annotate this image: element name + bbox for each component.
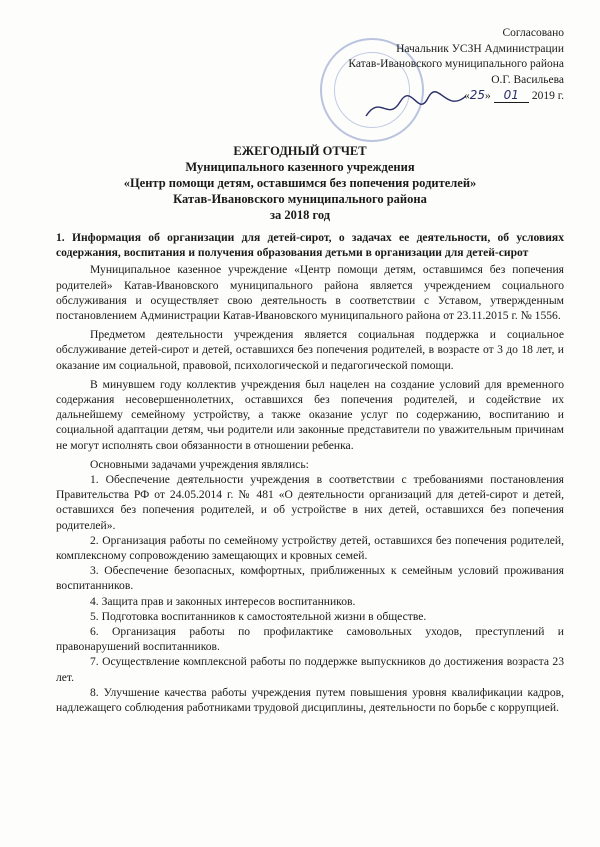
date-day: 25 bbox=[469, 88, 486, 102]
date-year: 2019 г. bbox=[531, 90, 564, 102]
task-item: 6. Организация работы по профилактике самовольных уходов, преступлений и правонарушений воспитанников. bbox=[56, 625, 564, 654]
approval-label: Согласовано bbox=[502, 27, 564, 39]
approval-block bbox=[314, 26, 564, 105]
task-item: 1. Обеспечение деятельности учреждения в соответствии с требованиями постановления Правительства РФ от 24.05.2014 г. № 481 «О деятельности организаций для детей-сирот и детей, оставшихся без попечения родителей, и об устройстве в них детей, оставшихся без попечения родителей». bbox=[56, 473, 564, 532]
approval-date: «25» 01 2019 г. bbox=[464, 88, 564, 102]
approval-district: Катав-Ивановского муниципального района bbox=[348, 58, 564, 70]
title-line-2: Муниципального казенного учреждения bbox=[185, 160, 415, 174]
title-line-4: Катав-Ивановского муниципального района bbox=[173, 192, 427, 206]
paragraph: В минувшем году коллектив учреждения был нацелен на создание условий для временного содержания несовершеннолетних, оставшихся без попечения родителей, и содействие их дальнейшему семейному устройству, а также оказание услуг по содержанию, воспитанию и социальной адаптации детям, чьи родители или законные представители по уважительным причинам не могут исполнять свои обязанности в отношении ребенка. bbox=[56, 377, 564, 452]
task-item: 5. Подготовка воспитанников к самостоятельной жизни в обществе. bbox=[90, 609, 427, 623]
paragraph: Основными задачами учреждения являлись: bbox=[90, 457, 309, 471]
section-heading: 1. Информация об организации для детей-сирот, о задачах ее деятельности, об условиях содержания, воспитания и получения образования детьми в организации для детей-сирот bbox=[56, 231, 564, 260]
task-item: 4. Защита прав и законных интересов воспитанников. bbox=[90, 594, 356, 608]
task-item: 7. Осуществление комплексной работы по поддержке выпускников до достижения возраста 23 лет. bbox=[56, 655, 564, 684]
date-month: 01 bbox=[503, 88, 519, 102]
paragraph: Предметом деятельности учреждения является социальная поддержка и социальное обслуживание детей-сирот и детей, оставшихся без попечения родителей, в возрасте от 3 до 18 лет, и оказание им социальной, правовой, психологической и педагогической помощи. bbox=[56, 328, 564, 372]
task-item: 3. Обеспечение безопасных, комфортных, приближенных к семейным условий проживания воспитанников. bbox=[56, 564, 564, 593]
approval-signatory: О.Г. Васильева bbox=[491, 73, 564, 86]
report-body bbox=[56, 230, 564, 715]
title-line-1: ЕЖЕГОДНЫЙ ОТЧЕТ bbox=[233, 144, 367, 158]
task-item: 8. Улучшение качества работы учреждения путем повышения уровня квалификации кадров, надлежащего соблюдения работниками трудовой дисциплины, деятельности по борьбе с коррупцией. bbox=[56, 685, 564, 715]
paragraph: Муниципальное казенное учреждение «Центр помощи детям, оставшимся без попечения родителей» Катав-Ивановского муниципального района является учреждением социального обслуживания и осуществляет свою деятельность в соответствии с Уставом, утвержденным постановлением Администрации Катав-Ивановского муниципального района от 23.11.2015 г. № 1556. bbox=[56, 263, 564, 323]
title-line-5: за 2018 год bbox=[269, 208, 331, 222]
approval-position: Начальник УСЗН Администрации bbox=[396, 42, 564, 55]
task-item: 2. Организация работы по семейному устройству детей, оставшихся без попечения родителей, комплексному сопровождению замещающих и кровных семей. bbox=[56, 533, 564, 563]
report-title bbox=[0, 143, 600, 223]
title-line-3: «Центр помощи детям, оставшимся без попечения родителей» bbox=[123, 176, 477, 190]
